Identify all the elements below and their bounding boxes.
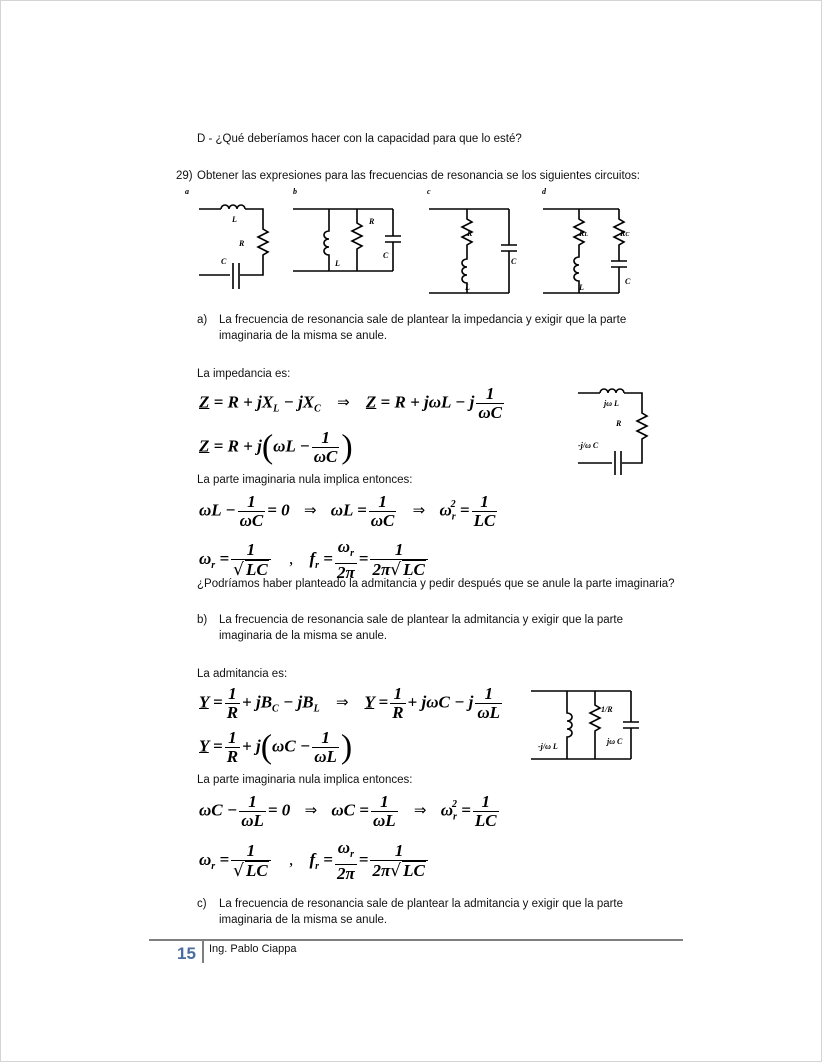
circuit-c-c-label: C [511,257,517,266]
part-a-intro: La impedancia es: [197,368,291,380]
impedance-equation-2: Z = R + j(ωL − $\frac{1}{\omega C}$ ) [199,428,353,466]
circuit-a-l-label: L [232,215,237,224]
part-b-jwc-label: jω C [607,737,623,746]
circuit-letter-d: d [542,187,546,196]
circuit-c-l-label: L [465,283,470,292]
admittance-equation-1: Y = $\frac{1}{R}$ + $jB_C - jB_L$ ⇒ Y = $\frac{1}{R}$ + jωC − j $\frac{1}{\omega L}$ [199,684,501,722]
part-a-circuit-diagram [576,381,666,476]
circuit-c-r-label: R [467,229,473,238]
circuit-a-c-label: C [221,257,227,266]
circuit-d-rl-label: RL [579,229,589,238]
page-number: 15 [177,944,196,963]
part-c-line1: La frecuencia de resonancia sale de plantear la admitancia y exigir que la parte [219,898,624,910]
part-c-label: c) [197,898,207,910]
question-d: D - ¿Qué deberíamos hacer con la capacidad para que lo esté? [197,133,522,145]
circuit-letter-c: c [427,187,431,196]
circuit-letter-b: b [293,187,297,196]
part-b-line1: La frecuencia de resonancia sale de plantear la admitancia y exigir que la parte [219,614,624,626]
circuit-c-diagram [427,207,527,297]
circuit-b-r-label: R [369,217,375,226]
part-b-intro: La admitancia es: [197,668,288,680]
part-a-jwc-label: -j/ω C [578,441,599,450]
part-a-jwl-label: jω L [604,399,619,408]
part-a-line2: imaginaria de la misma se anule. [219,330,388,342]
part-b-resonance-condition: ωC − $\frac{1}{\omega L}$ = 0 ⇒ ωC = $\frac{1}{\omega L}$ ⇒ $\omega_r^2$ = $\frac{1}{LC}$ [199,792,497,830]
part-a-nulla: La parte imaginaria nula implica entonces: [197,474,413,486]
impedance-equation-1: $Z = R + jX_L - jX_C$ ⇒ Z = R + jωL − j $\frac{1}{\omega C}$ [199,384,502,422]
part-b-nulla: La parte imaginaria nula implica entonces: [197,774,413,786]
circuit-a-r-label: R [239,239,245,248]
footer-divider [149,939,683,941]
part-b-r-label: 1/R [601,705,613,714]
problem-text: Obtener las expresiones para las frecuencias de resonancia se los siguientes circuitos: [197,170,640,182]
part-c-line2: imaginaria de la misma se anule. [219,914,388,926]
part-a-label: a) [197,314,208,326]
circuit-b-l-label: L [335,259,340,268]
circuit-d-rc-label: RC [620,229,630,238]
part-a-line1: La frecuencia de resonancia sale de plantear la impedancia y exigir que la parte [219,314,627,326]
part-a-r-label: R [616,419,622,428]
footer-author: Ing. Pablo Ciappa [209,943,297,955]
circuit-a-diagram [197,197,277,297]
part-a-question: ¿Podríamos haber planteado la admitancia y pedir después que se anule la parte imaginaria? [197,578,675,590]
footer-separator [202,941,204,963]
circuit-d-c-label: C [625,277,631,286]
circuit-b-c-label: C [383,251,389,260]
part-a-resonance-condition: ωL − $\frac{1}{\omega C}$ = 0 ⇒ ωL = $\frac{1}{\omega C}$ ⇒ $\omega_r^2$ = $\frac{1}{LC}$ [199,492,496,530]
part-b-circuit-diagram [529,689,649,764]
problem-number: 29) [176,170,193,182]
part-b-label: b) [197,614,208,626]
circuit-letter-a: a [185,187,189,196]
part-b-resonance-frequency: $\omega_r$ = $\frac{1}{√ LC}$ , $f_r$ = $\frac{\omega_r}{2\pi}$ = $\frac{1}{2\pi√ LC}$ [199,839,430,883]
part-a-resonance-frequency: $\omega_r$ = $\frac{1}{√ LC}$ , $f_r$ = $\frac{\omega_r}{2\pi}$ = $\frac{1}{2\pi√ LC}$ [199,538,430,582]
admittance-equation-2: Y = $\frac{1}{R}$ + j(ωC − $\frac{1}{\omega L}$ ) [199,728,353,766]
circuit-d-l-label: L [579,283,584,292]
circuit-b-diagram [291,207,411,277]
part-b-jwl-label: -j/ω L [538,742,558,751]
part-b-line2: imaginaria de la misma se anule. [219,630,388,642]
